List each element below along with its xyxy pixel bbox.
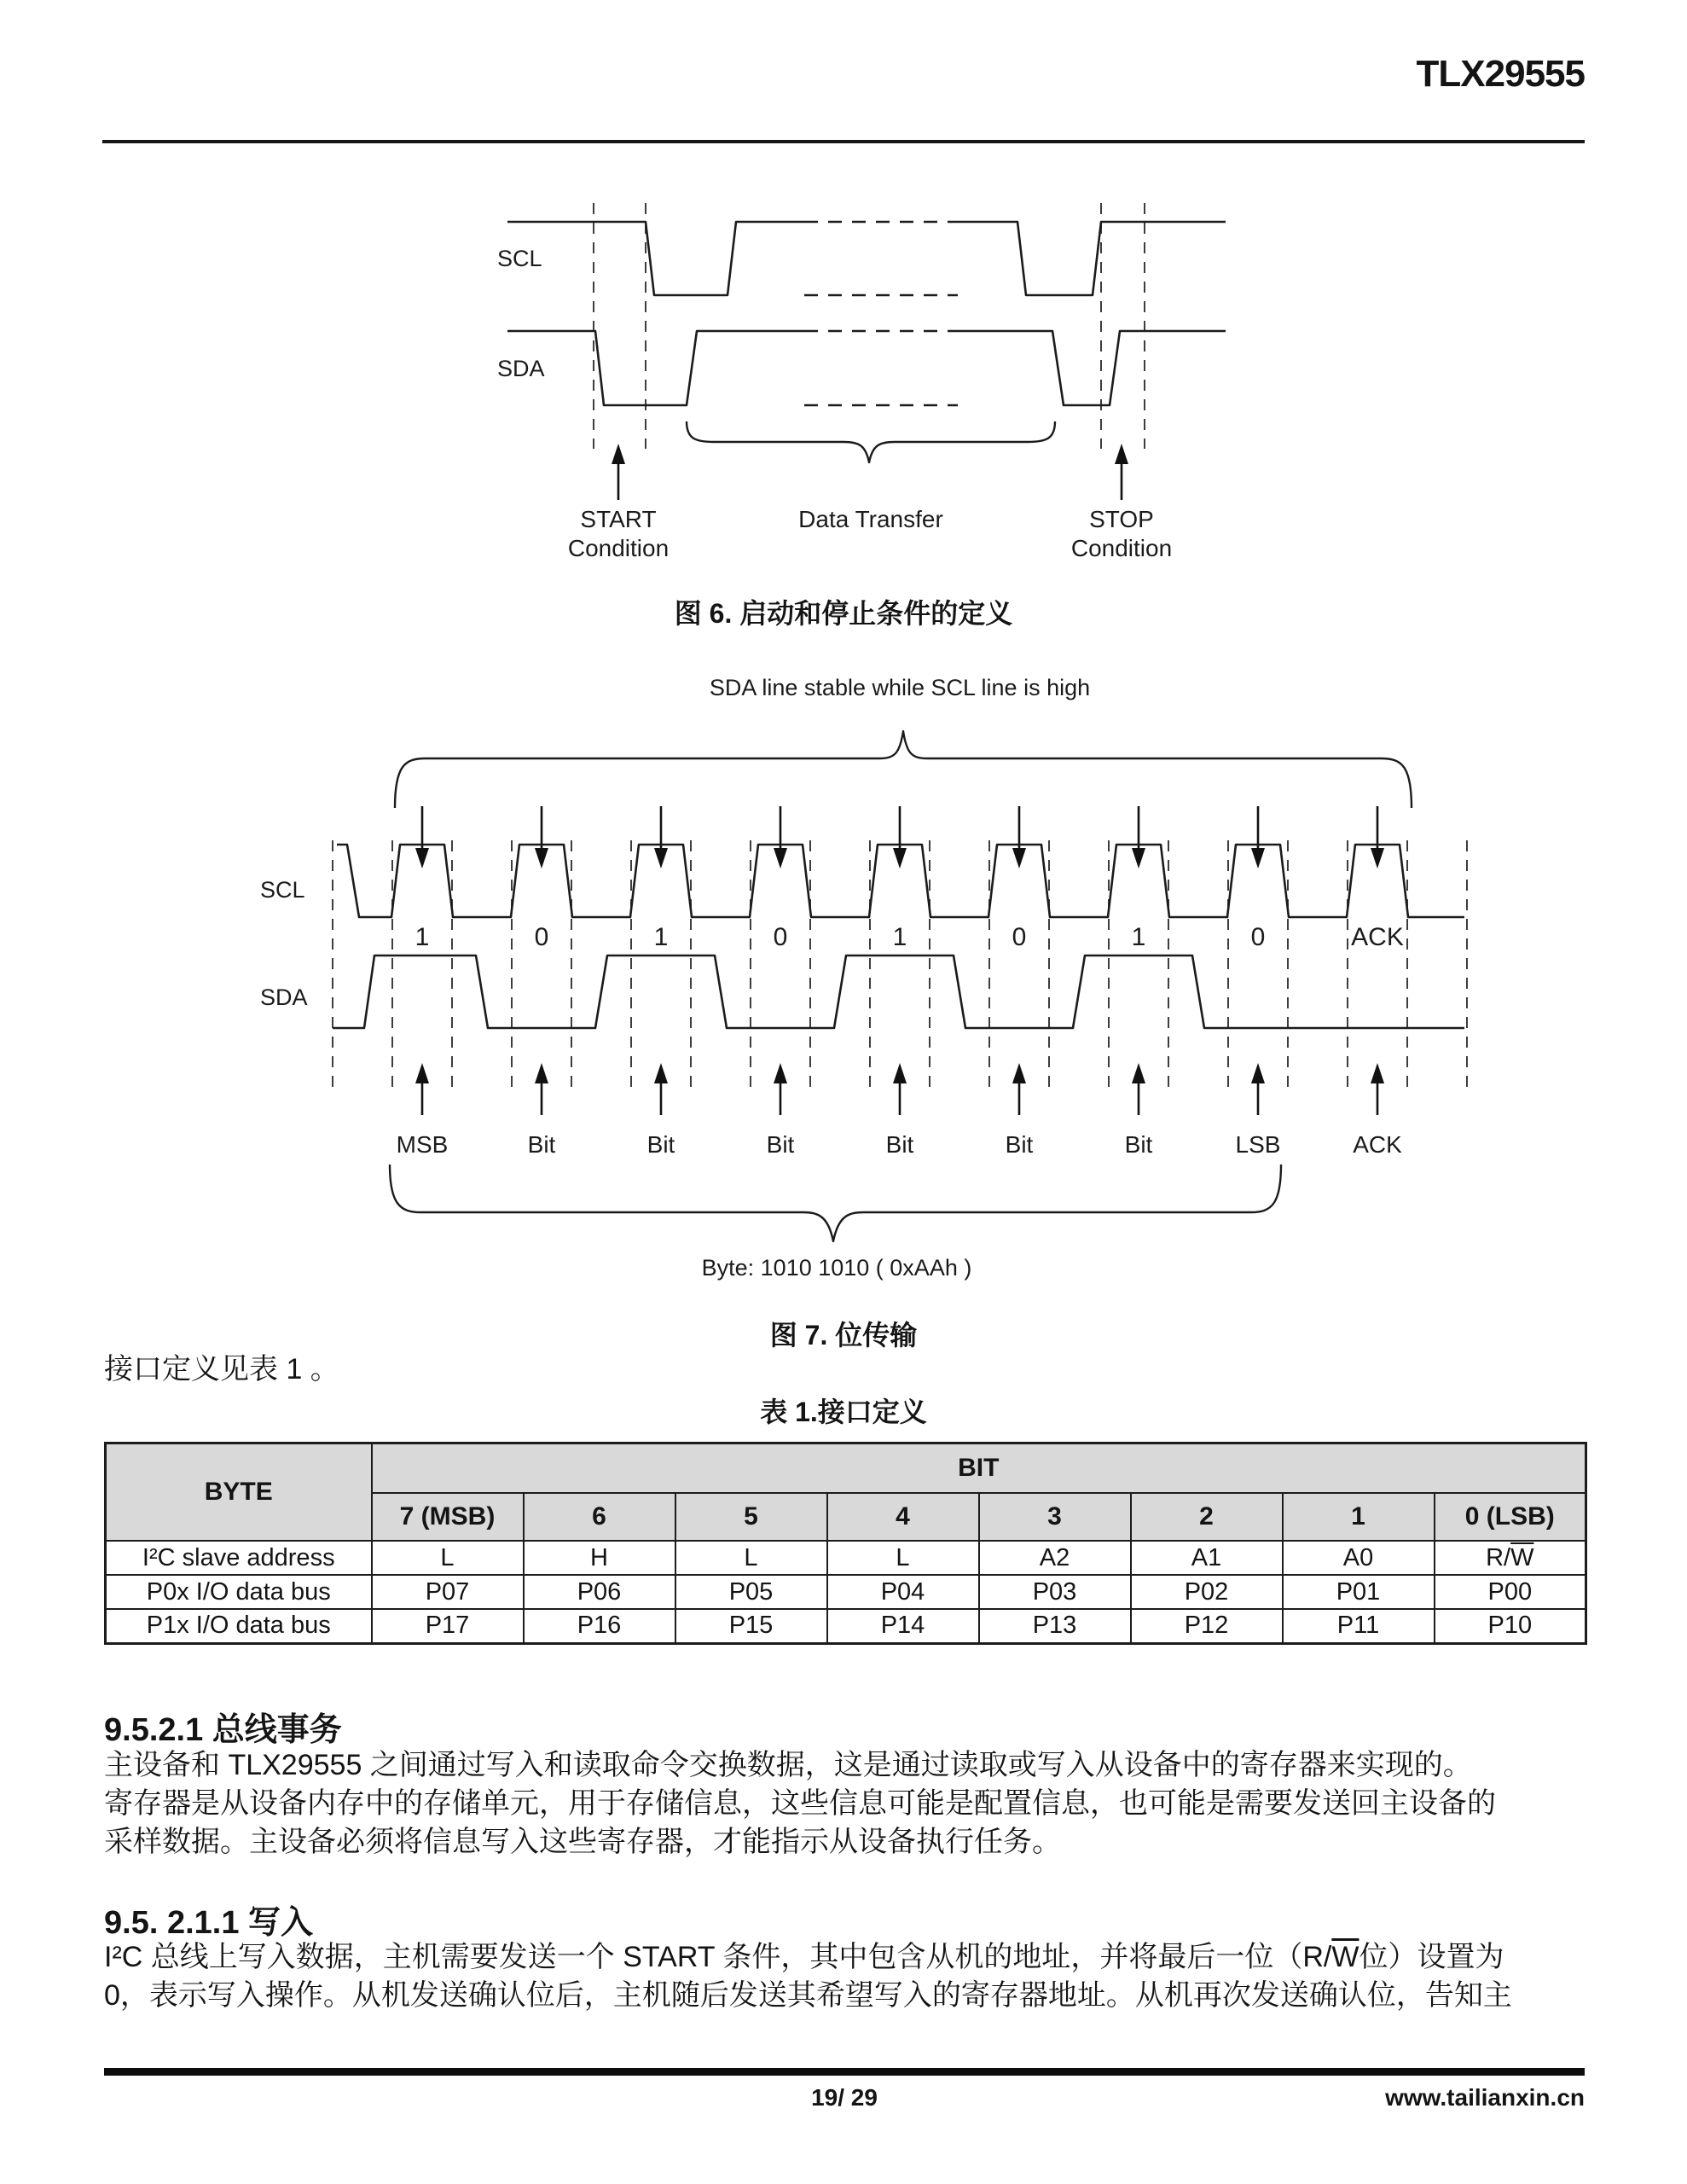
fig7-bit-value: 0 [1250,923,1266,951]
paragraph-line: 0，表示写入操作。从机发送确认位后，主机随后发送其希望写入的寄存器地址。从机再次发送确认位，告知主 [104,1979,1512,2012]
fig7-bit-position-label: LSB [1235,1131,1281,1158]
fig7-sda-waveform [333,956,1464,1028]
fig7-bit-position-label: Bit [1005,1131,1034,1158]
page-number: 19/ 29 [811,2084,878,2111]
table-cell: L [675,1541,827,1575]
table1-caption: 表 1.接口定义 [760,1397,927,1427]
fig7-bit-position-label: ACK [1353,1131,1402,1158]
fig6-data-transfer-brace [687,421,1055,462]
table-cell: P13 [979,1609,1131,1643]
table-cell: P06 [524,1575,675,1609]
figure6-start-stop-diagram [490,177,1245,566]
paragraph-line: 采样数据。主设备必须将信息写入这些寄存器，才能指示从设备执行任务。 [104,1826,1061,1858]
fig7-bit-position-label: Bit [885,1131,914,1158]
fig7-up-arrow-heads [415,1063,1384,1083]
paragraph-line [104,1938,1512,1977]
col-header-bit: BIT [372,1443,1586,1494]
fig6-sda-label: SDA [497,356,545,381]
fig7-bit-value: 1 [653,923,669,951]
fig6-start-label-2: Condition [567,535,670,561]
write-line1-post: 位）设置为 [1359,1941,1504,1973]
bit-number-header: 2 [1131,1493,1283,1541]
row-label: I²C slave address [106,1541,372,1575]
table-row-p1x [106,1609,1586,1643]
figure6-caption: 图 6. 启动和停止条件的定义 [674,598,1013,629]
table-cell: P01 [1283,1575,1435,1609]
intro-text: 接口定义见表 1 。 [104,1353,339,1385]
bit-number-header: 1 [1283,1493,1435,1541]
table-cell: P16 [524,1609,675,1643]
table-cell: P10 [1435,1609,1586,1643]
fig7-top-brace [395,731,1412,808]
fig6-data-transfer-label: Data Transfer [798,506,943,532]
table-cell: P15 [675,1609,827,1643]
fig6-dashed-guides [594,203,1145,449]
table-cell: P07 [372,1575,524,1609]
fig7-bit-position-label: Bit [646,1131,675,1158]
table-cell: L [372,1541,524,1575]
col-header-byte: BYTE [106,1443,372,1542]
fig7-bit-value: 0 [534,923,549,951]
paragraph-line: 主设备和 TLX29555 之间通过写入和读取命令交换数据，这是通过读取或写入从设备中的寄存器来实现的。 [104,1749,1472,1781]
table-cell: A1 [1131,1541,1283,1575]
row-label: P0x I/O data bus [106,1575,372,1609]
bit-number-header: 6 [524,1493,675,1541]
fig7-byte-note: Byte: 1010 1010 ( 0xAAh ) [701,1255,972,1281]
table-cell: P05 [675,1575,827,1609]
table-row-p0x [106,1575,1586,1609]
fig7-bit-position-label: MSB [396,1131,449,1158]
rw-prefix: R/ [1486,1543,1511,1571]
fig6-stop-label: STOP [1089,506,1154,532]
fig7-byte-brace [390,1165,1281,1241]
fig7-up-arrow-shafts [422,1082,1377,1115]
section-heading-write: 9.5. 2.1.1 写入 [104,1905,314,1941]
table-cell: P14 [827,1609,979,1643]
fig6-sda-waveform [507,331,1226,405]
fig7-bit-value: 1 [892,923,907,951]
fig6-sda-break [804,331,958,405]
fig6-scl-label: SCL [497,246,542,271]
fig7-scl-label: SCL [260,877,305,903]
row-label: P1x I/O data bus [106,1609,372,1643]
fig7-bit-value: 0 [773,923,788,951]
footer-rule [104,2068,1585,2076]
fig7-sda-label: SDA [260,985,308,1010]
fig7-bit-value: 0 [1012,923,1027,951]
fig6-scl-waveform [507,222,1226,295]
fig6-arrow-shafts [618,462,1122,500]
fig7-bit-position-label: Bit [766,1131,795,1158]
fig6-start-label: START [580,506,657,532]
fig7-down-arrow-shafts [422,806,1377,850]
write-overline-w: $\overline{W}$ [1331,1941,1359,1973]
table-cell: P02 [1131,1575,1283,1609]
bit-number-header: 7 (MSB) [372,1493,524,1541]
bit-number-header: 5 [675,1493,827,1541]
interface-definition-table [104,1442,1587,1645]
fig7-bit-value: 1 [1131,923,1146,951]
fig6-scl-break [804,222,958,295]
table-cell: A0 [1283,1541,1435,1575]
table-cell: P12 [1131,1609,1283,1643]
table-cell: A2 [979,1541,1131,1575]
figure7-bit-transfer-diagram [217,661,1497,1288]
table-cell: P04 [827,1575,979,1609]
write-line1-pre: I²C 总线上写入数据，主机需要发送一个 START 条件，其中包含从机的地址，并将最后一位（R/ [104,1941,1332,1973]
fig7-bit-position-label: Bit [1124,1131,1153,1158]
fig7-bit-value: 1 [415,923,430,951]
write-paragraph [104,1938,1512,2015]
fig7-top-note: SDA line stable while SCL line is high [709,675,1091,700]
bit-number-header: 4 [827,1493,979,1541]
table-row-slave-address [106,1541,1586,1575]
table-cell: P03 [979,1575,1131,1609]
fig7-bit-position-label: Bit [527,1131,556,1158]
table-cell: P00 [1435,1575,1586,1609]
footer-website: www.tailianxin.cn [1385,2084,1585,2111]
fig7-bit-value: ACK [1351,923,1404,951]
fig7-dashed-guides [333,840,1467,1092]
table-cell: P17 [372,1609,524,1643]
table-cell-rw [1435,1541,1586,1575]
rw-write-overline: $\overline{W}$ [1510,1543,1534,1571]
bit-number-header: 0 (LSB) [1435,1493,1586,1541]
table-cell: H [524,1541,675,1575]
figure7-caption: 图 7. 位传输 [769,1320,918,1350]
table-cell: L [827,1541,979,1575]
paragraph-line: 寄存器是从设备内存中的存储单元，用于存储信息，这些信息可能是配置信息，也可能是需要发送回主设备的 [104,1787,1496,1820]
section-heading-bus-transactions: 9.5.2.1 总线事务 [104,1712,342,1748]
fig7-down-arrow-heads [415,848,1384,868]
document-title: TLX29555 [1416,53,1585,95]
header-rule [102,140,1585,143]
bit-number-header: 3 [979,1493,1131,1541]
table-cell: P11 [1283,1609,1435,1643]
bus-transactions-paragraph [104,1746,1496,1862]
fig6-stop-label-2: Condition [1070,535,1173,561]
